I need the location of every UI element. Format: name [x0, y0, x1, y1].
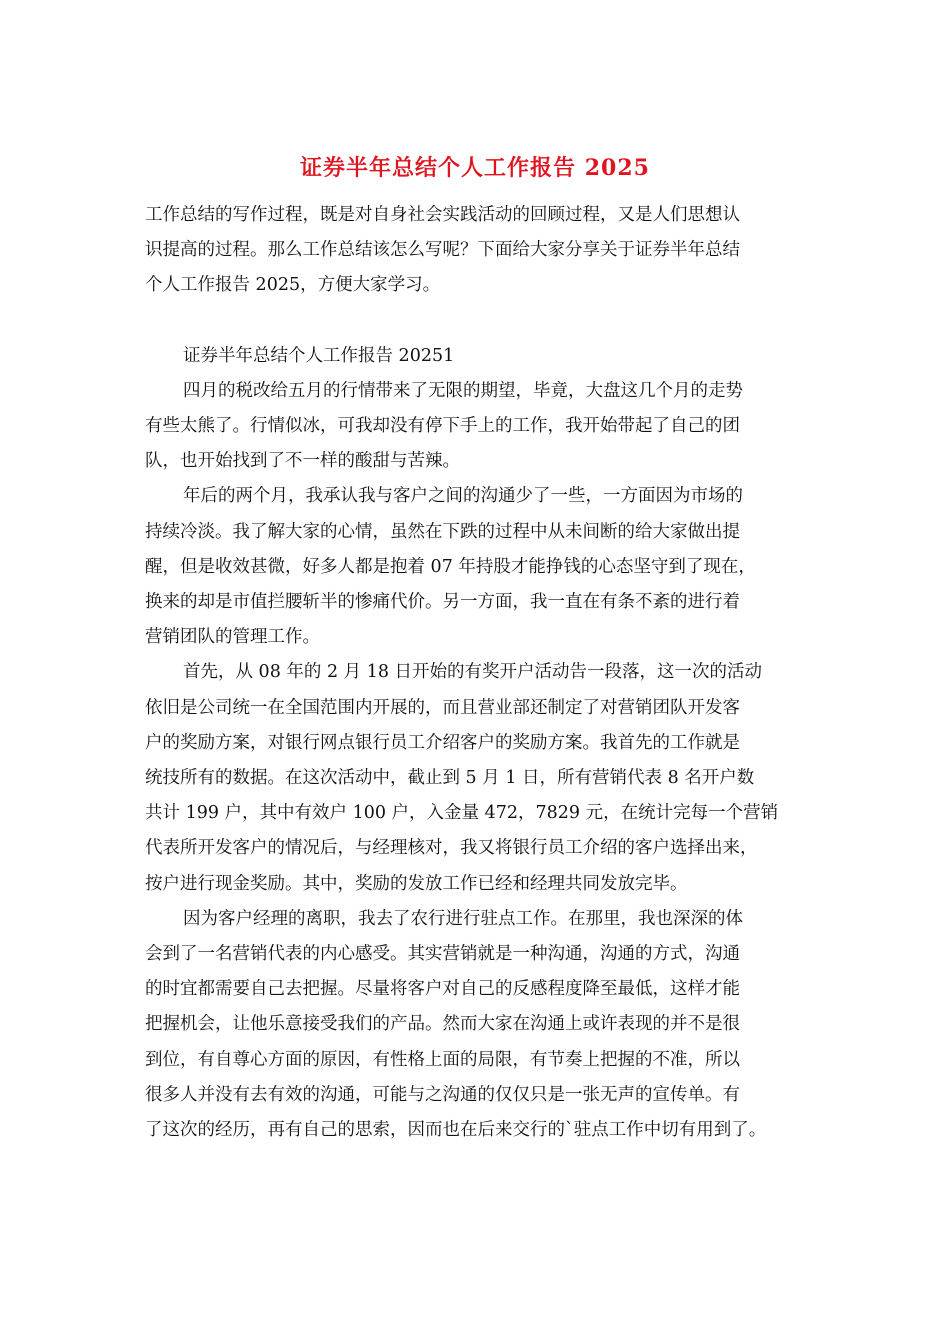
paragraph-line: 有些太熊了。行情似冰，可我却没有停下手上的工作，我开始带起了自己的团	[145, 416, 740, 437]
paragraph-line: 醒，但是收效甚微，好多人都是抱着 07 年持股才能挣钱的心态坚守到了现在，	[145, 556, 756, 577]
paragraph-line: 很多人并没有去有效的沟通，可能与之沟通的仅仅只是一张无声的宣传单。有	[145, 1084, 740, 1105]
paragraph-gap	[145, 304, 825, 339]
paragraph-line: 因为客户经理的离职，我去了农行进行驻点工作。在那里，我也深深的体	[183, 908, 743, 929]
paragraph-line: 依旧是公司统一在全国范围内开展的，而且营业部还制定了对营销团队开发客	[145, 697, 740, 718]
paragraph-line: 按户进行现金奖励。其中，奖励的发放工作已经和经理共同发放完毕。	[145, 873, 688, 894]
document-title: 证券半年总结个人工作报告 2025	[300, 155, 650, 181]
paragraph-line: 把握机会，让他乐意接受我们的产品。然而大家在沟通上或许表现的并不是很	[145, 1014, 740, 1035]
intro-line: 识提高的过程。那么工作总结该怎么写呢？下面给大家分享关于证券半年总结	[145, 240, 740, 261]
paragraph-line: 户的奖励方案，对银行网点银行员工介绍客户的奖励方案。我首先的工作就是	[145, 732, 740, 753]
paragraph-line: 统技所有的数据。在这次活动中，截止到 5 月 1 日，所有营销代表 8 名开户数	[145, 768, 755, 789]
intro-line: 工作总结的写作过程，既是对自身社会实践活动的回顾过程，又是人们思想认	[145, 205, 740, 225]
paragraph-line: 共计 199 户，其中有效户 100 户，入金量 472，7829 元，在统计完每一个营销	[145, 803, 779, 824]
paragraph-line: 的时宜都需要自己去把握。尽量将客户对自己的反感程度降至最低，这样才能	[145, 979, 740, 1000]
paragraph-line: 年后的两个月，我承认我与客户之间的沟通少了一些，一方面因为市场的	[183, 486, 743, 507]
paragraph-line: 会到了一名营销代表的内心感受。其实营销就是一种沟通，沟通的方式，沟通	[145, 944, 740, 965]
paragraph-line: 营销团队的管理工作。	[145, 627, 320, 648]
paragraph-line: 持续冷淡。我了解大家的心情，虽然在下跌的过程中从未间断的给大家做出提	[145, 521, 740, 542]
intro-line: 个人工作报告 2025，方便大家学习。	[145, 275, 441, 296]
paragraph-line: 换来的却是市值拦腰斩半的惨痛代价。另一方面，我一直在有条不紊的进行着	[145, 592, 740, 613]
section-heading: 证券半年总结个人工作报告 20251	[183, 345, 455, 366]
paragraph-line: 首先，从 08 年的 2 月 18 日开始的有奖开户活动告一段落，这一次的活动	[183, 662, 763, 683]
paragraph-line: 到位，有自尊心方面的原因，有性格上面的局限，有节奏上把握的不准，所以	[145, 1049, 740, 1070]
paragraph-line: 队，也开始找到了不一样的酸甜与苦辣。	[145, 451, 460, 472]
paragraph-line: 四月的税改给五月的行情带来了无限的期望，毕竟，大盘这几个月的走势	[183, 380, 743, 401]
paragraph-line: 代表所开发客户的情况后，与经理核对，我又将银行员工介绍的客户选择出来，	[145, 838, 758, 859]
document-body	[145, 198, 825, 1148]
paragraph-line: 了这次的经历，再有自己的思索，因而也在后来交行的`驻点工作中切有用到了。	[145, 1120, 767, 1141]
